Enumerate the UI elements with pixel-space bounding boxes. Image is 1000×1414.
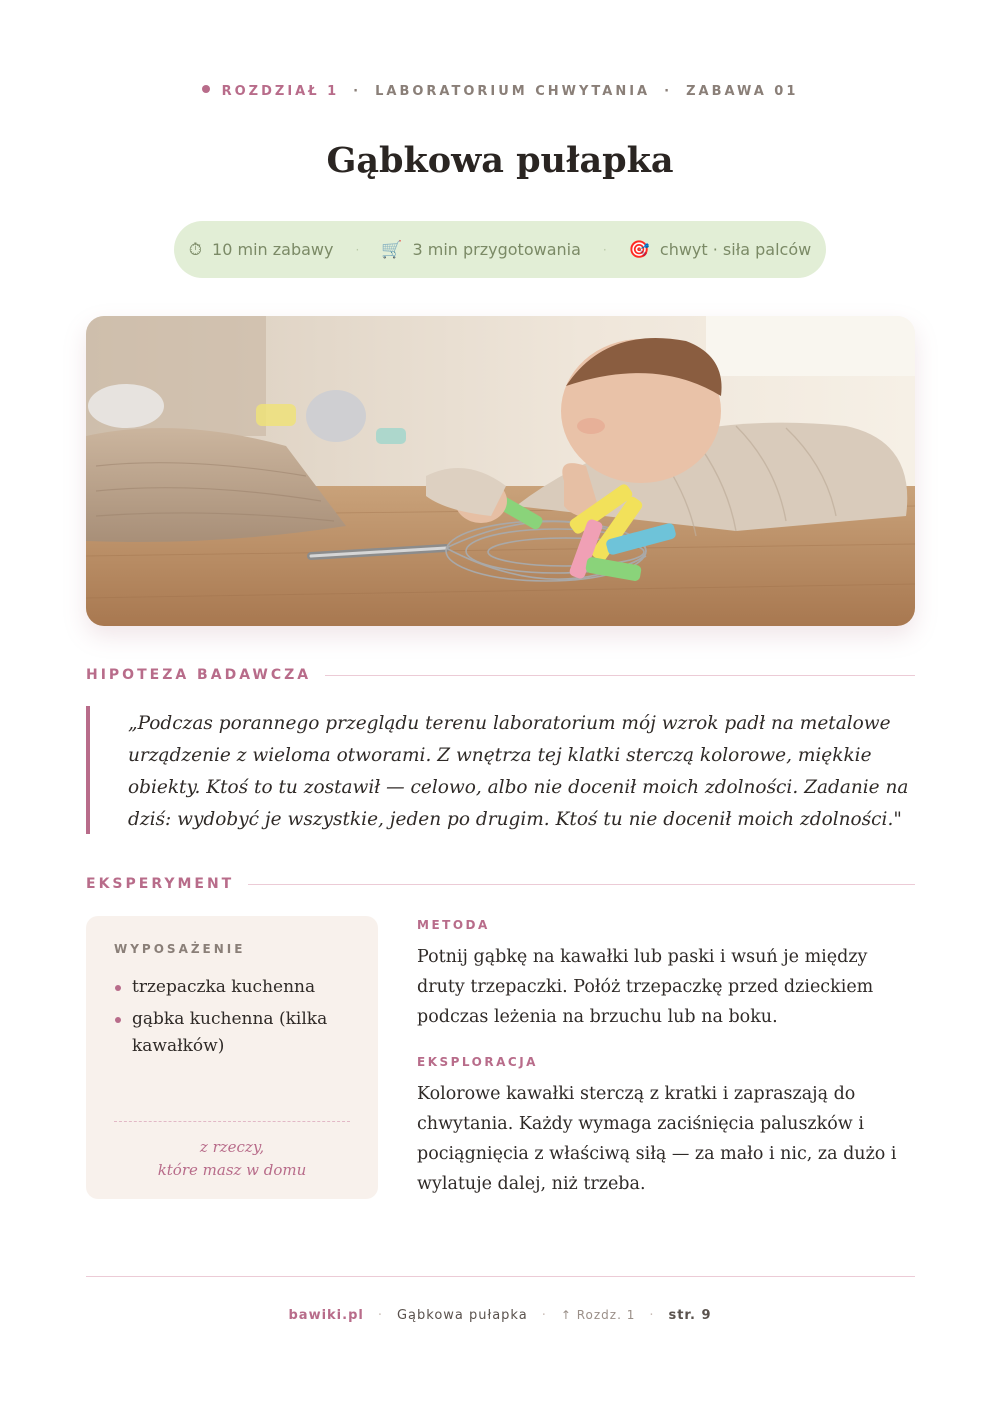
separator: · <box>353 84 362 99</box>
target-icon: 🎯 <box>628 239 650 260</box>
meta-prep-text: 3 min przygotowania <box>412 240 581 259</box>
page-number: str. 9 <box>668 1308 712 1323</box>
method-label: METODA <box>417 918 490 932</box>
equipment-list <box>114 974 350 1060</box>
separator: · <box>541 1308 547 1323</box>
list-item: trzepaczka kuchenna <box>114 974 350 1001</box>
chapter-eyebrow <box>0 84 1000 99</box>
chapter-label: ROZDZIAŁ 1 <box>221 84 340 99</box>
section-label: HIPOTEZA BADAWCZA <box>86 667 312 683</box>
page-footer <box>0 1308 1000 1323</box>
divider <box>325 675 915 676</box>
lab-label: LABORATORIUM CHWYTANIA <box>375 84 651 99</box>
list-item: gąbka kuchenna (kilka kawałków) <box>114 1006 350 1060</box>
section-hypothesis-heading <box>86 665 915 685</box>
separator: · <box>377 1308 383 1323</box>
equipment-card <box>86 916 378 1199</box>
equipment-note <box>86 1136 378 1182</box>
equipment-label: WYPOSAŻENIE <box>114 942 246 956</box>
footer-title: Gąbkowa pułapka <box>396 1308 528 1323</box>
section-label: EKSPERYMENT <box>86 876 235 892</box>
footer-brand-link[interactable]: bawiki.pl <box>288 1308 364 1323</box>
page-title: Gąbkowa pułapka <box>326 140 674 181</box>
method-text: Potnij gąbkę na kawałki lub paski i wsuń je między druty trzepaczki. Połóż trzepaczkę przed dzieckiem podczas leżenia na brzuchu lub na boku. <box>417 947 874 1027</box>
exploration-block <box>417 1055 915 1199</box>
section-experiment-heading <box>86 874 915 894</box>
footer-divider <box>86 1276 915 1277</box>
dashed-divider <box>114 1121 350 1122</box>
baby-whisk-sponge-illustration <box>86 316 915 626</box>
hypothesis-quote: „Podczas porannego przeglądu terenu laboratorium mój wzrok padł na metalowe urządzenie z wieloma otworami. Z wnętrza tej klatki sterczą kolorowe, miękkie obiekty. Ktoś to tu zostawił — celowo, albo nie docenił moich zdolności. Zadanie na dziś: wydobyć je wszystkie, jeden po drugim. Ktoś tu nie docenił moich zdolności." <box>86 706 915 834</box>
bullet-dot-icon <box>202 85 210 93</box>
meta-time <box>189 240 334 260</box>
note-line: z rzeczy, <box>199 1138 265 1156</box>
hero-photo <box>86 316 915 626</box>
cart-icon: 🛒 <box>381 239 403 260</box>
separator: · <box>602 242 607 257</box>
activity-meta-pill <box>174 221 826 278</box>
method-block <box>417 918 915 1032</box>
meta-skill-text: chwyt · siła palców <box>659 240 812 259</box>
exploration-label: EKSPLORACJA <box>417 1055 538 1069</box>
exploration-text: Kolorowe kawałki sterczą z kratki i zapraszają do chwytania. Każdy wymaga zaciśnięcia paluszków i pociągnięcia z właściwą siłą — za mało i nic, za dużo i wylatuje dalej, niż trzeba. <box>417 1084 897 1194</box>
meta-skill <box>629 240 812 260</box>
separator: · <box>664 84 673 99</box>
note-line: które masz w domu <box>157 1161 307 1179</box>
meta-prep <box>381 240 581 260</box>
separator: · <box>355 242 360 257</box>
stopwatch-icon: ⏱ <box>188 239 203 260</box>
back-to-chapter-link[interactable]: ↑ Rozdz. 1 <box>560 1308 636 1322</box>
separator: · <box>649 1308 655 1323</box>
meta-time-text: 10 min zabawy <box>212 240 334 259</box>
activity-label: ZABAWA 01 <box>686 84 799 99</box>
divider <box>248 884 915 885</box>
